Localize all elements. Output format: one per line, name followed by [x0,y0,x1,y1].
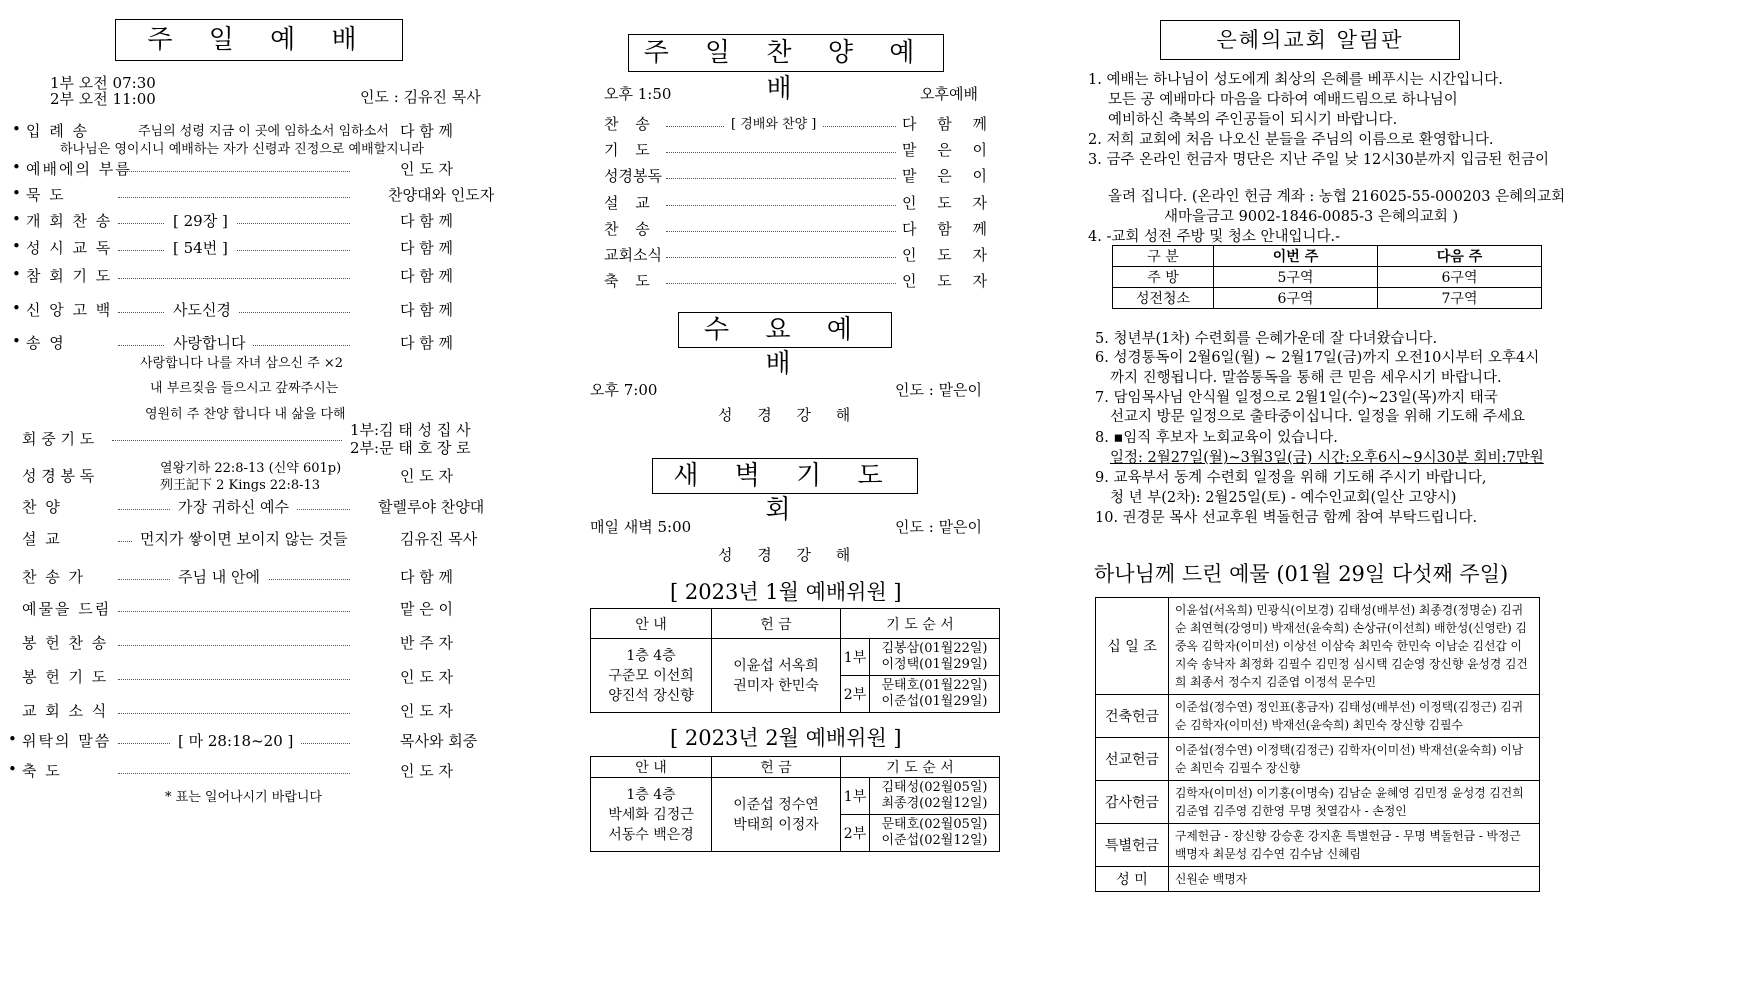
feb-g3: 서동수 백은경 [608,826,694,843]
order-item-right: 반 주 자 [400,634,454,652]
leader-line [118,171,350,172]
song-line-3: 영원히 주 찬양 합니다 내 삶을 다해 [145,407,346,422]
order-item-right: 맡 은 이 [400,600,454,618]
clean-r1c2: 5구역 [1214,267,1378,288]
praise-item-name: 교회소식 [604,246,662,264]
order-item-name: 봉 헌 찬 송 [22,634,109,652]
order-item-name: • 신 앙 고 백 [26,299,112,320]
offering-category: 선교헌금 [1096,738,1169,781]
feb-h2: 헌 금 [712,757,841,778]
wed-title: 수 요 예 배 [678,312,892,348]
reading-right: 인 도 자 [400,467,454,485]
jan-h3: 기 도 순 서 [841,609,1000,639]
praise-item-name: 기 도 [604,141,656,159]
leader-line [112,440,342,441]
prayer-1: 1부:김 태 성 집 사 [350,421,471,439]
praise-item-right: 다 함 께 [902,115,996,133]
feb-h3: 기 도 순 서 [841,757,1000,778]
offering-names: 이준섭(정수연) 이정택(김정근) 김학자(이미선) 박재선(윤숙희) 이남순 최민숙 김필수 장신향 [1169,738,1540,781]
order-item-content-2: 하나님은 영이시니 예배하는 자가 신령과 진정으로 예배할지니라 [60,142,424,157]
jan-o2: 권미자 한민숙 [733,677,819,694]
notice-line: 7. 담임목사님 안식월 일정으로 2월1일(수)~23일(목)까지 태국 [1095,390,1498,406]
feb-p1-part: 1부 [841,778,870,815]
jan-h2: 헌 금 [712,609,841,639]
leader-line [118,278,350,279]
praise-title: 주 일 찬 양 예 배 [628,34,944,72]
notice-line: 모든 공 예배마다 마음을 다하여 예배드림으로 하나님이 [1108,92,1458,108]
jan-table [590,608,1000,713]
clean-r2c1: 성전청소 [1113,288,1214,309]
order-item-content: 주님 내 안에 [170,566,268,587]
dawn-time: 매일 새벽 5:00 [590,518,692,536]
dawn-sub: 성 경 강 해 [718,546,861,564]
order-item-content: 먼지가 쌓이면 보이지 않는 것들 [132,528,355,549]
order-item-name: 설 교 [22,530,62,548]
clean-r1c3: 6구역 [1378,267,1542,288]
feb-g1: 1층 4층 [626,786,676,803]
order-item-content: 주님의 성령 지금 이 곳에 임하소서 임하소서 [138,124,389,139]
wed-leader: 인도 : 맡은이 [895,381,983,399]
order-item-content: [ 54번 ] [165,237,236,258]
notice-line: 올려 집니다. (온라인 헌금 계좌 : 농협 216025-55-000203 은혜의교회 [1108,189,1566,205]
order-item-right: 인 도 자 [400,702,454,720]
song-line-2: 내 부르짖음 들으시고 갚짜주시는 [150,381,339,396]
leader-line [666,231,896,232]
notice-line: 3. 금주 온라인 헌금자 명단은 지난 주일 낮 12시30분까지 입금된 헌금이 [1088,152,1550,168]
order-item-right: 다 함 께 [400,267,454,285]
praise-item-content: [ 경배와 찬양 ] [725,113,822,132]
feb-h1: 안 내 [591,757,712,778]
order-item-right: 다 함 께 [400,239,454,257]
order-item-name: 찬 양 [22,498,62,516]
order-item-right: 인 도 자 [400,762,454,780]
jan-g1: 1층 4층 [626,647,676,664]
offerings-title: 하나님께 드린 예물 (01월 29일 다섯째 주일) [1094,562,1509,586]
order-item-name: • 축 도 [22,760,62,781]
notice-column [1088,0,1740,987]
clean-h2: 이번 주 [1214,246,1378,267]
jan-g2: 구준모 이선희 [608,667,694,684]
jan-p2-n1: 문태호(01월22일) [881,678,988,693]
feb-p2-part: 2부 [841,815,870,852]
notice-line: 5. 청년부(1차) 수련회를 은혜가운데 잘 다녀왔습니다. [1095,331,1438,347]
leader-line [666,152,896,153]
order-item-name: 교 회 소 식 [22,702,109,720]
feb-p1-n1: 김태성(02월05일) [881,780,988,795]
leader-line [666,257,896,258]
order-item-right: 목사와 회중 [400,732,478,750]
clean-r2c3: 7구역 [1378,288,1542,309]
offering-category: 건축헌금 [1096,695,1169,738]
order-item-name: • 송 영 [26,332,66,353]
praise-item-right: 맡 은 이 [902,141,996,159]
offering-category: 감사헌금 [1096,781,1169,824]
order-item-right: 찬양대와 인도자 [388,186,495,204]
reading-2: 列王記下 2 Kings 22:8-13 [160,478,321,493]
feb-p2-n2: 이준섭(02월12일) [881,833,988,848]
order-item-right: 다 함 께 [400,122,454,140]
notice-line: 까지 진행됩니다. 말씀통독을 통해 큰 믿음 세우시기 바랍니다. [1110,370,1502,386]
notice-line: 8. ▪임직 후보자 노회교육이 있습니다. [1095,430,1338,446]
order-item-name: • 성 시 교 독 [26,237,112,258]
order-item-right: 김유진 목사 [400,530,478,548]
praise-time: 오후 1:50 [604,85,672,103]
jan-p2-n2: 이준섭(01월29일) [881,694,988,709]
board-title: 은혜의교회 알림판 [1160,20,1460,60]
praise-item-name: 찬 송 [604,115,656,133]
leader-line [118,773,350,774]
feb-p1-n2: 최종경(02월12일) [881,796,988,811]
praise-item-right: 인 도 자 [902,272,996,290]
praise-item-name: 축 도 [604,272,656,290]
notice-line: 선교지 방문 일정으로 출타중이십니다. 일정을 위해 기도해 주세요 [1110,409,1526,425]
order-item-name: • 예배에의 부름 [26,158,132,179]
leader-line [666,283,896,284]
offering-names: 김학자(이미선) 이기홍(이명숙) 김남순 윤혜영 김민정 윤성경 김건희 김준엽 김주영 김한영 무명 첫열감사 - 손정인 [1169,781,1540,824]
order-item-right: 인 도 자 [400,160,454,178]
feb-table [590,756,1000,852]
order-item-right: 다 함 께 [400,301,454,319]
leader-line [666,178,896,179]
notice-line: 새마을금고 9002-1846-0085-3 은혜의교회 ) [1164,209,1459,225]
leader-line [666,205,896,206]
clean-r1c1: 주 방 [1113,267,1214,288]
jan-title: [ 2023년 1월 예배위원 ] [670,580,902,604]
feb-o1: 이준섭 정수연 [733,796,819,813]
notice-line: 청 년 부(2차): 2월25일(토) - 예수인교회(일산 고양시) [1110,490,1457,506]
reading-name: 성 경 봉 독 [22,467,95,485]
order-item-right: 다 함 께 [400,568,454,586]
dawn-title: 새 벽 기 도 회 [652,458,918,494]
notice-line: 10. 권경문 목사 선교후원 벽돌헌금 함께 참여 부탁드립니다. [1095,510,1478,526]
order-item-name: 봉 헌 기 도 [22,668,109,686]
order-item-content: [ 29장 ] [165,210,236,231]
order-item-name: • 입 례 송 [26,120,89,141]
praise-item-right: 인 도 자 [902,246,996,264]
sunday-title: 주 일 예 배 [115,19,403,61]
offering-names: 이준섭(정수연) 정인표(홍금자) 김태성(배부선) 이정택(김정근) 김귀순 김학자(이미선) 박재선(윤숙희) 최민숙 장신향 김필수 [1169,695,1540,738]
notice-line: 9. 교육부서 동계 수련회 일정을 위해 기도해 주시기 바랍니다, [1095,470,1487,486]
stand-note: * 표는 일어나시기 바랍니다 [165,790,323,805]
praise-item-right: 다 함 께 [902,220,996,238]
feb-g2: 박세화 김정근 [608,806,694,823]
order-item-name: • 위탁의 말씀 [22,730,111,751]
praise-item-name: 찬 송 [604,220,656,238]
jan-h1: 안 내 [591,609,712,639]
notice-line: 일정: 2월27일(월)~3월3일(금) 시간:오후6시~9시30분 회비:7만원 [1110,450,1544,466]
leader-line [118,679,350,680]
reading-1: 열왕기하 22:8-13 (신약 601p) [160,461,342,476]
offerings-table [1095,597,1540,892]
feb-p2-n1: 문태호(02월05일) [881,817,988,832]
wed-time: 오후 7:00 [590,381,658,399]
jan-p1-part: 1부 [841,639,870,676]
time-1: 1부 오전 07:30 [50,74,156,92]
jan-g3: 양진석 장신향 [608,687,694,704]
clean-r2c2: 6구역 [1214,288,1378,309]
order-item-content: 사랑합니다 [165,332,253,353]
offering-category: 성 미 [1096,867,1169,892]
notice-line: 예비하신 축복의 주인공들이 되시기 바랍니다. [1108,112,1398,128]
time-2: 2부 오전 11:00 [50,90,156,108]
order-item-content: 가장 귀하신 예수 [170,496,297,517]
notice-line: 2. 저희 교회에 처음 나오신 분들을 주님의 이름으로 환영합니다. [1088,132,1494,148]
jan-p1-n2: 이정택(01월29일) [881,657,988,672]
offering-names: 신원순 백명자 [1169,867,1540,892]
offering-names: 구제헌금 - 장신향 강승훈 강지훈 특별헌금 - 무명 벽돌헌금 - 박정근 백명자 최문성 김수연 김수남 신혜림 [1169,824,1540,867]
wed-sub: 성 경 강 해 [718,406,861,424]
jan-p1-n1: 김봉삼(01월22일) [881,641,988,656]
prayer-name: 회 중 기 도 [22,430,95,448]
feb-o2: 박태희 이정자 [733,816,819,833]
praise-label: 오후예배 [920,85,978,103]
offering-category: 십 일 조 [1096,598,1169,695]
notice-line: 6. 성경통독이 2월6일(월) ~ 2월17일(금)까지 오전10시부터 오후4시 [1095,350,1540,366]
offering-names: 이윤섭(서옥희) 민광식(이보경) 김태성(배부선) 최종경(정명순) 김귀순 최연혁(강영미) 박재선(윤숙희) 손상규(이선희) 배한성(신영란) 김중옥 김학자(이미선) 이상선 이삼숙 최민숙 한민숙 이남순 김선갑 이지숙 송낙자 최정화 김필수 김민정 심시택 김순영 장신향 윤성경 김건희 최종서 정수지 김준엽 이정석 문수민 [1169,598,1540,695]
feb-title: [ 2023년 2월 예배위원 ] [670,726,902,750]
order-item-name: 찬 송 가 [22,568,86,586]
clean-h3: 다음 주 [1378,246,1542,267]
leader-line [118,713,350,714]
order-item-right: 다 함 께 [400,212,454,230]
praise-item-name: 성경봉독 [604,167,662,185]
leader-line [118,611,350,612]
leader-line [118,197,350,198]
offering-category: 특별헌금 [1096,824,1169,867]
clean-h1: 구 분 [1113,246,1214,267]
leader: 인도 : 김유진 목사 [360,88,481,106]
order-item-content: [ 마 28:18~20 ] [170,730,301,751]
jan-p2-part: 2부 [841,676,870,713]
sunday-worship-column [0,0,560,987]
praise-item-right: 인 도 자 [902,194,996,212]
order-item-content: 사도신경 [165,299,239,320]
order-item-name: • 묵 도 [26,184,66,205]
order-item-right: 다 함 께 [400,334,454,352]
order-item-name: • 개 회 찬 송 [26,210,112,231]
order-item-name: 예물을 드림 [22,600,112,618]
notice-line: 4. -교회 성전 주방 및 청소 안내입니다.- [1088,229,1340,245]
praise-item-name: 설 교 [604,194,656,212]
song-line-1: 사랑합니다 나를 자녀 삼으신 주 ×2 [140,356,344,371]
praise-item-right: 맡 은 이 [902,167,996,185]
leader-line [118,645,350,646]
order-item-name: • 참 회 기 도 [26,265,112,286]
order-item-right: 인 도 자 [400,668,454,686]
order-item-right: 할렐루야 찬양대 [378,498,485,516]
cleaning-table [1112,245,1542,309]
dawn-leader: 인도 : 맡은이 [895,518,983,536]
prayer-2: 2부:문 태 호 장 로 [350,439,471,457]
praise-column [590,0,1140,987]
notice-line: 1. 예배는 하나님이 성도에게 최상의 은혜를 베푸시는 시간입니다. [1088,72,1503,88]
jan-o1: 이윤섭 서옥희 [733,657,819,674]
